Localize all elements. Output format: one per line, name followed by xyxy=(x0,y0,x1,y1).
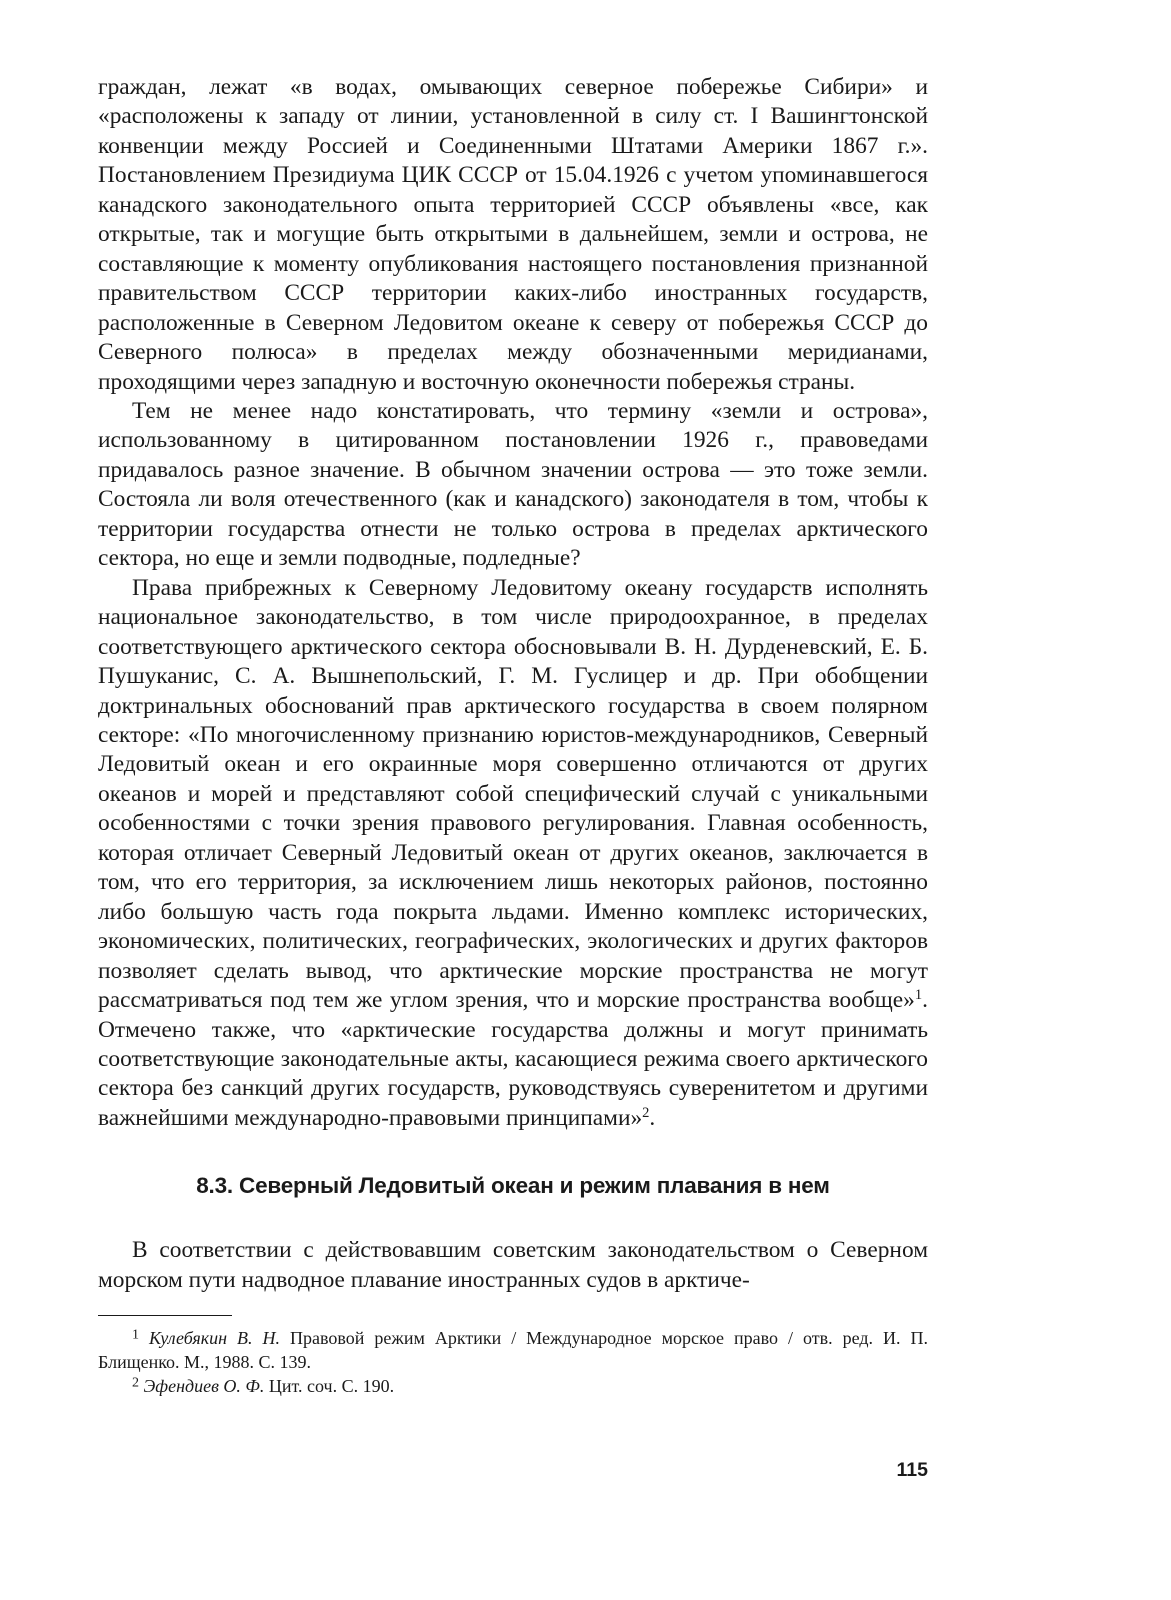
footnote-2-number: 2 xyxy=(132,1374,140,1391)
footnote-1 xyxy=(98,1326,928,1374)
paragraph-3-text-a: Права прибрежных к Северному Ледовитому океану государств исполнять национальное законодательство, в том числе природоохранное, в пределах соответствующего арктического сектора обосновывали В. Н. Дурденевский, Е. Б. Пушуканис, С. А. Вышнепольский, Г. М. Гуслицер и др. При обобщении доктринальных обоснований прав арктического государства в своем полярном секторе: «По многочисленному признанию юристов-международников, Северный Ледовитый океан и его окраинные моря совершенно отличаются от других океанов и морей и представляют собой специфический случай с уникальными особенностями с точки зрения правового регулирования. Главная особенность, которая отличает Северный Ледовитый океан от других океанов, заключается в том, что его территория, за исключением лишь некоторых районов, постоянно либо большую часть года покрыта льдами. Именно комплекс исторических, экономических, политических, географических, экологических и других факторов позволяет сделать вывод, что арктические морские пространства не могут рассматриваться под тем же углом зрения, что и морские пространства вообще» xyxy=(98,574,928,1014)
footnote-1-author: Кулебякин В. Н. xyxy=(149,1328,281,1349)
section-heading: 8.3. Северный Ледовитый океан и режим плавания в нем xyxy=(196,1173,830,1199)
footnote-2-text: Цит. соч. С. 190. xyxy=(264,1376,395,1397)
footnote-ref-2[interactable]: 2 xyxy=(642,1104,650,1121)
footnote-2 xyxy=(98,1374,928,1398)
body-paragraph-2: Тем не менее надо констатировать, что термину «земли и острова», использованному в цитированном постановлении 1926 г., правоведами придавалось разное значение. В обычном значении острова — это тоже земли. Состояла ли воля отечественного (как и канадского) законодателя в том, чтобы к территории государства отнести не только острова в пределах арктического сектора, но еще и земли подводные, подледные? xyxy=(98,397,928,572)
footnote-2-author: Эфендиев О. Ф. xyxy=(143,1376,265,1397)
paragraph-3-text-c: . xyxy=(649,1104,656,1131)
body-paragraph-1: граждан, лежат «в водах, омывающих северное побережье Сибири» и «расположены к западу от линии, установленной в силу ст. I Вашингтонской конвенции между Россией и Соединенными Штатами Америки 1867 г.». Постановлением Президиума ЦИК СССР от 15.04.1926 с учетом упоминавшегося канадского законодательного опыта территорией СССР объявлены «все, как открытые, так и могущие быть открытыми в дальнейшем, земли и острова, не составляющие к моменту опубликования настоящего постановления признанной правительством СССР территории каких-либо иностранных государств, расположенные в Северном Ледовитом океане к северу от побережья СССР до Северного полюса» в пределах между обозначенными меридианами, проходящими через западную и восточную оконечности побережья страны. xyxy=(98,74,928,395)
paragraph-3-text-b: . Отмечено также, что «арктические государства должны и могут принимать соответствующие законодательные акты, касающиеся режима своего арктического сектора без санкций других государств, руководствуясь суверенитетом и другими важнейшими международно-правовыми принципами» xyxy=(98,987,928,1131)
footnote-ref-1[interactable]: 1 xyxy=(914,987,923,1004)
footnote-1-number: 1 xyxy=(132,1326,140,1343)
footnote-1-text: Правовой режим Арктики / Международное морское право / отв. ред. И. П. Блищенко. М., 1988. С. 139. xyxy=(98,1328,929,1373)
page-number: 115 xyxy=(896,1459,928,1481)
body-paragraph-3 xyxy=(98,574,928,1134)
section-paragraph: В соответствии с действовавшим советским законодательством о Северном морском пути надводное плавание иностранных судов в арктиче- xyxy=(98,1237,928,1293)
footnote-separator xyxy=(98,1315,232,1316)
page-content xyxy=(98,73,928,1398)
